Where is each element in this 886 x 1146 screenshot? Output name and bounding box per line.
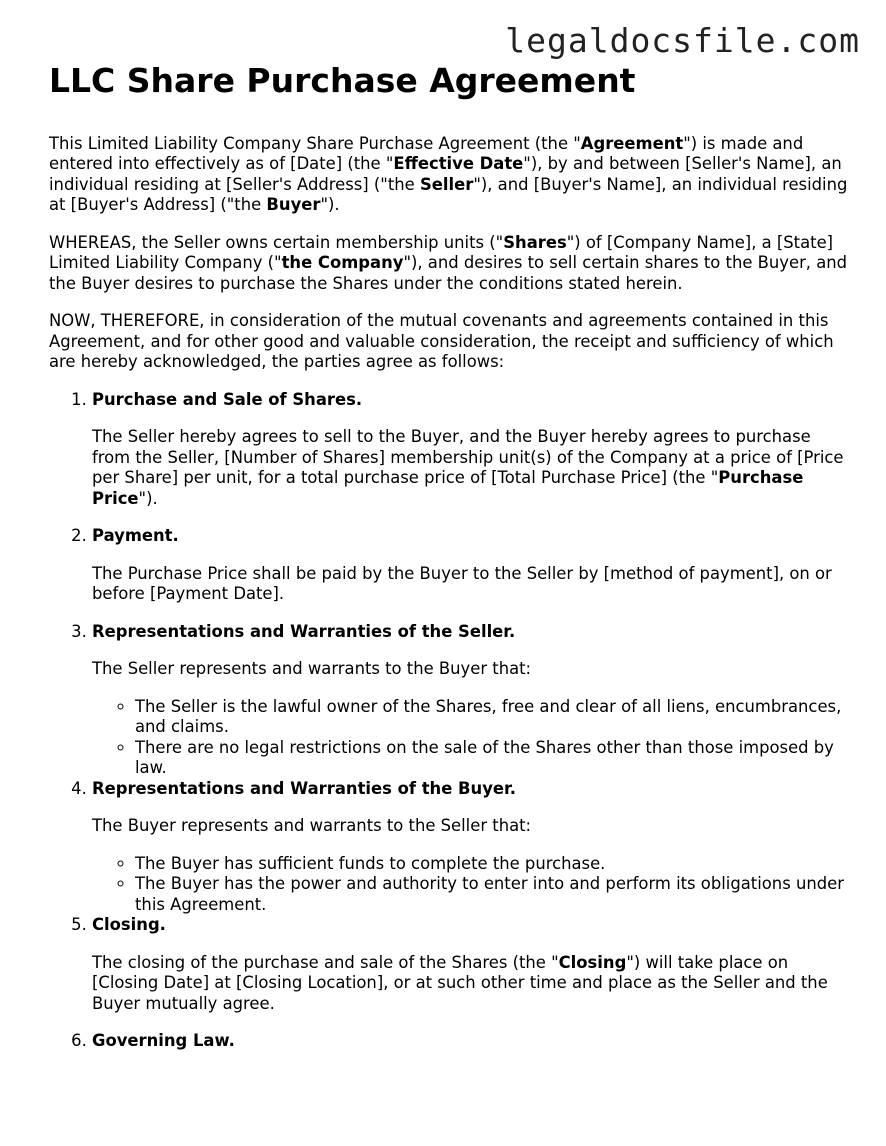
section-title: 4. Representations and Warranties of the Buyer. [92, 778, 516, 798]
whereas-paragraph: WHEREAS, the Seller owns certain membership units ("Shares") of [Company Name], a [State] Limited Liability Company ("the Company"), and desires to sell certain shares to the Buyer, and the Buyer desires to purchase the Shares under the conditions stated herein. [49, 232, 848, 293]
intro-paragraph: This Limited Liability Company Share Purchase Agreement (the "Agreement") is made and entered into effectively as of [Date] (the "Effective Date"), by and between [Seller's Name], an individual residing at [Seller's Address] ("the Seller"), and [Buyer's Name], an individual residing at [Buyer's Address] ("the Buyer"). [49, 133, 848, 215]
seller-warranties-list [92, 697, 849, 779]
section-title: 6. Governing Law. [92, 1031, 235, 1051]
watermark: legaldocsfile.com [505, 21, 860, 60]
section-governing-law [92, 1031, 849, 1052]
section-text: The Seller represents and warrants to the Buyer that: [92, 659, 532, 679]
section-buyer-warranties [92, 779, 849, 916]
section-text: The Seller hereby agrees to sell to the Buyer, and the Buyer hereby agrees to purchase from the Seller, [Number of Shares] membership unit(s) of the Company at a price of [Price per Share] per unit, for a total purchase price of [Total Purchase Price] (the "Purchase Price"). [92, 427, 844, 508]
section-text: The Purchase Price shall be paid by the Buyer to the Seller by [method of payment], on or before [Payment Date]. [92, 563, 832, 604]
section-title: 2. Payment. [92, 526, 179, 546]
section-title: 5. Closing. [92, 915, 166, 935]
section-purchase-and-sale [92, 390, 849, 510]
sections-list [49, 390, 849, 1052]
section-payment [92, 526, 849, 605]
list-item: ◦ The Buyer has the power and authority to enter into and perform its obligations under this Agreement. [135, 874, 849, 915]
document-title: LLC Share Purchase Agreement [49, 61, 636, 100]
list-item: ◦ The Buyer has sufficient funds to complete the purchase. [135, 854, 849, 875]
section-title: 1. Purchase and Sale of Shares. [92, 389, 363, 409]
section-seller-warranties [92, 622, 849, 779]
list-item: ◦ There are no legal restrictions on the sale of the Shares other than those imposed by law. [135, 738, 849, 779]
now-therefore-paragraph: NOW, THEREFORE, in consideration of the mutual covenants and agreements contained in this Agreement, and for other good and valuable consideration, the receipt and sufficiency of which are hereby acknowledged, the parties agree as follows: [49, 311, 834, 372]
section-text: The closing of the purchase and sale of the Shares (the "Closing") will take place on [Closing Date] at [Closing Location], or at such other time and place as the Seller and the Buyer mutually agree. [92, 952, 828, 1013]
section-closing [92, 915, 849, 1014]
section-text: The Buyer represents and warrants to the Seller that: [92, 816, 532, 836]
buyer-warranties-list [92, 854, 849, 916]
section-title: 3. Representations and Warranties of the Seller. [92, 621, 516, 641]
document-page [49, 62, 849, 1069]
list-item: ◦ The Seller is the lawful owner of the Shares, free and clear of all liens, encumbrances, and claims. [135, 697, 849, 738]
